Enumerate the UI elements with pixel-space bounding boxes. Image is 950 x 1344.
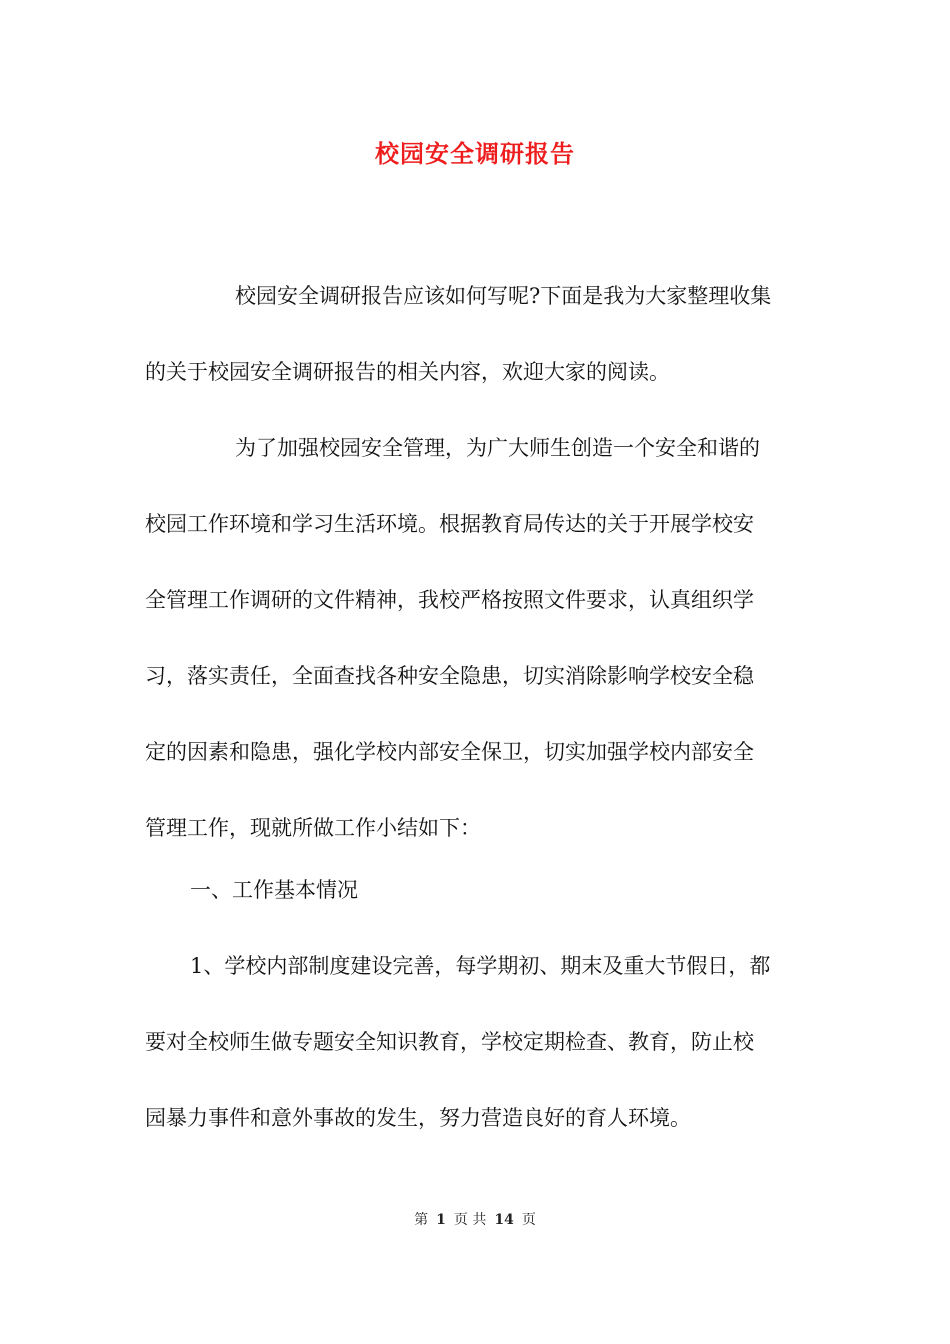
body-line-2: 校园工作环境和学习生活环境。根据教育局传达的关于开展学校安 <box>145 512 754 536</box>
section-heading <box>145 852 805 928</box>
page-title: 校园安全调研报告 <box>375 139 575 168</box>
intro-line-2: 的关于校园安全调研报告的相关内容，欢迎大家的阅读。 <box>145 360 670 384</box>
page-footer <box>0 1210 950 1230</box>
body-line-1: 为了加强校园安全管理，为广大师生创造一个安全和谐的 <box>235 436 760 460</box>
item-1-line-1: 1、学校内部制度建设完善，每学期初、期末及重大节假日，都 <box>190 954 771 978</box>
item-1-line-3: 园暴力事件和意外事故的发生，努力营造良好的育人环境。 <box>145 1106 691 1130</box>
intro-paragraph <box>145 258 805 410</box>
section-1-heading: 一、工作基本情况 <box>190 878 358 902</box>
footer-page-number: 1 <box>436 1212 446 1228</box>
body-line-5: 定的因素和隐患，强化学校内部安全保卫，切实加强学校内部安全 <box>145 740 754 764</box>
intro-line-1: 校园安全调研报告应该如何写呢?下面是我为大家整理收集 <box>235 284 772 308</box>
body-line-4: 习，落实责任，全面查找各种安全隐患，切实消除影响学校安全稳 <box>145 664 754 688</box>
footer-suffix: 页 <box>521 1212 536 1228</box>
footer-prefix: 第 <box>414 1212 429 1228</box>
footer-middle: 页 共 <box>453 1212 487 1228</box>
item-1-paragraph <box>145 928 805 1156</box>
body-line-3: 全管理工作调研的文件精神，我校严格按照文件要求，认真组织学 <box>145 588 754 612</box>
item-1-line-2: 要对全校师生做专题安全知识教育，学校定期检查、教育，防止校 <box>145 1030 754 1054</box>
body-paragraph <box>145 410 805 866</box>
body-line-6: 管理工作，现就所做工作小结如下： <box>145 816 481 840</box>
footer-total-pages: 14 <box>494 1212 514 1228</box>
